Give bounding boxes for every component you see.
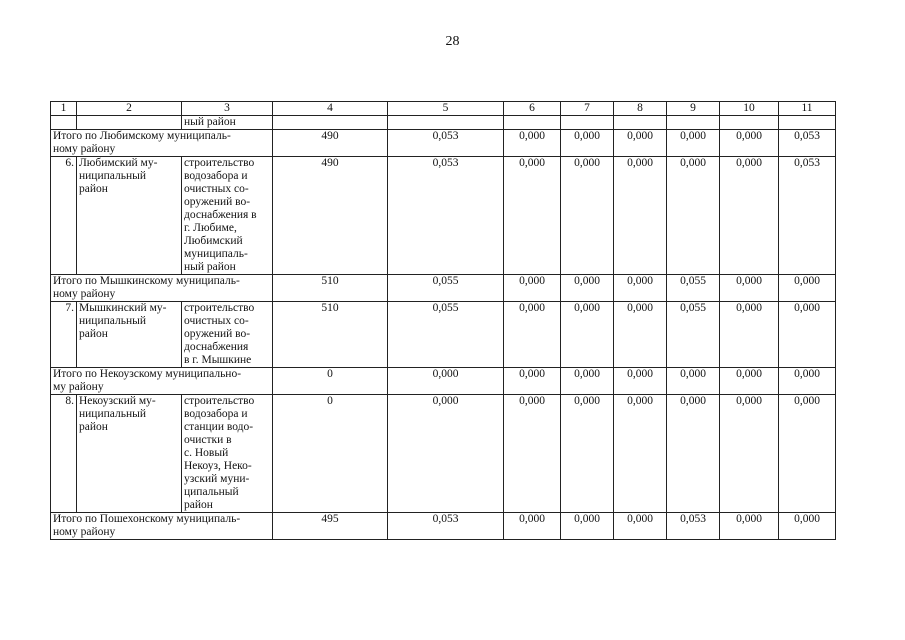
value-cell-col-6: 0,000 (504, 157, 561, 275)
column-header-9: 9 (667, 102, 720, 116)
value-cell-col-5: 0,053 (388, 157, 504, 275)
value-cell-col-4: 490 (273, 130, 388, 157)
total-row (51, 513, 836, 540)
value-cell-col-10: 0,000 (720, 302, 779, 368)
value-cell-col-4: 490 (273, 157, 388, 275)
value-cell-col-4: 495 (273, 513, 388, 540)
value-cell-col-10: 0,000 (720, 368, 779, 395)
value-cell-col-4: 0 (273, 395, 388, 513)
column-header-2: 2 (77, 102, 182, 116)
column-header-11: 11 (779, 102, 836, 116)
page-number: 28 (445, 34, 460, 49)
value-cell-col-4: 510 (273, 275, 388, 302)
value-cell-col-10: 0,000 (720, 513, 779, 540)
total-row (51, 130, 836, 157)
column-header-7: 7 (561, 102, 614, 116)
total-row (51, 368, 836, 395)
value-cell-col-8: 0,000 (614, 302, 667, 368)
project-purpose: строительство водозабора и очистных со- оружений во- доснабжения в г. Любиме, Любимский муниципаль- ный район (182, 157, 273, 275)
value-cell-col-11: 0,000 (779, 275, 836, 302)
value-cell-col-9: 0,000 (667, 157, 720, 275)
project-purpose: строительство очистных со- оружений во- доснабжения в г. Мышкине (182, 302, 273, 368)
continuation-cell-2 (77, 116, 182, 130)
district-name: Некоузский му- ниципальный район (77, 395, 182, 513)
column-header-4: 4 (273, 102, 388, 116)
value-cell-col-7: 0,000 (561, 395, 614, 513)
value-cell-col-6: 0,000 (504, 395, 561, 513)
column-header-8: 8 (614, 102, 667, 116)
value-cell-col-10: 0,000 (720, 130, 779, 157)
total-row (51, 275, 836, 302)
column-header-10: 10 (720, 102, 779, 116)
value-cell-col-10: 0,000 (720, 275, 779, 302)
total-label: Итого по Любимскому муниципаль- ному району (51, 130, 273, 157)
total-label: Итого по Пошехонскому муниципаль- ному району (51, 513, 273, 540)
column-header-6: 6 (504, 102, 561, 116)
value-cell-col-11: 0,000 (779, 302, 836, 368)
row-index: 8. (51, 395, 77, 513)
continuation-row (51, 116, 836, 130)
value-cell-col-4: 510 (273, 302, 388, 368)
value-cell-col-8: 0,000 (614, 513, 667, 540)
value-cell-col-5: 0,053 (388, 130, 504, 157)
column-header-row (51, 102, 836, 116)
project-purpose: строительство водозабора и станции водо- очистки в с. Новый Некоуз, Неко- узский муни- ципальный район (182, 395, 273, 513)
value-cell-col-11: 0,053 (779, 130, 836, 157)
value-cell-col-5: 0,000 (388, 395, 504, 513)
value-cell-col-7: 0,000 (561, 368, 614, 395)
continuation-cell-1 (51, 116, 77, 130)
value-cell-col-11: 0,000 (779, 513, 836, 540)
column-header-5: 5 (388, 102, 504, 116)
value-cell-col-6: 0,000 (504, 275, 561, 302)
value-cell-col-11: 0,000 (779, 368, 836, 395)
value-cell-col-6: 0,000 (504, 302, 561, 368)
value-cell-col-6: 0,000 (504, 368, 561, 395)
value-cell-col-5: 0,053 (388, 513, 504, 540)
table-row (51, 302, 836, 368)
value-cell-col-7: 0,000 (561, 157, 614, 275)
table-row (51, 395, 836, 513)
table-row (51, 157, 836, 275)
value-cell-col-10: 0,000 (720, 157, 779, 275)
value-cell-col-9: 0,000 (667, 395, 720, 513)
value-cell-col-10: 0,000 (720, 395, 779, 513)
value-cell-col-8: 0,000 (614, 368, 667, 395)
value-cell-col-9: 0,000 (667, 368, 720, 395)
value-cell-col-9: 0,053 (667, 513, 720, 540)
table-body (51, 102, 836, 540)
value-cell-col-8: 0,000 (614, 130, 667, 157)
value-cell-col-5: 0,000 (388, 368, 504, 395)
value-cell-col-4: 0 (273, 368, 388, 395)
value-cell-col-8: 0,000 (614, 157, 667, 275)
value-cell-col-5: 0,055 (388, 302, 504, 368)
district-name: Мышкинский му- ниципальный район (77, 302, 182, 368)
value-cell-col-6: 0,000 (504, 130, 561, 157)
value-cell-col-8: 0,000 (614, 275, 667, 302)
value-cell-col-7: 0,000 (561, 302, 614, 368)
value-cell-col-7: 0,000 (561, 513, 614, 540)
value-cell-col-8: 0,000 (614, 395, 667, 513)
continuation-cell-3: ный район (182, 116, 273, 130)
row-index: 7. (51, 302, 77, 368)
value-cell-col-6: 0,000 (504, 513, 561, 540)
value-cell-col-11: 0,000 (779, 395, 836, 513)
value-cell-col-11: 0,053 (779, 157, 836, 275)
value-cell-col-7: 0,000 (561, 130, 614, 157)
value-cell-col-9: 0,055 (667, 275, 720, 302)
value-cell-col-9: 0,055 (667, 302, 720, 368)
value-cell-col-5: 0,055 (388, 275, 504, 302)
value-cell-col-7: 0,000 (561, 275, 614, 302)
column-header-1: 1 (51, 102, 77, 116)
column-header-3: 3 (182, 102, 273, 116)
district-name: Любимский му- ниципальный район (77, 157, 182, 275)
data-table (50, 101, 836, 540)
total-label: Итого по Мышкинскому муниципаль- ному району (51, 275, 273, 302)
row-index: 6. (51, 157, 77, 275)
total-label: Итого по Некоузскому муниципально- му району (51, 368, 273, 395)
value-cell-col-9: 0,000 (667, 130, 720, 157)
